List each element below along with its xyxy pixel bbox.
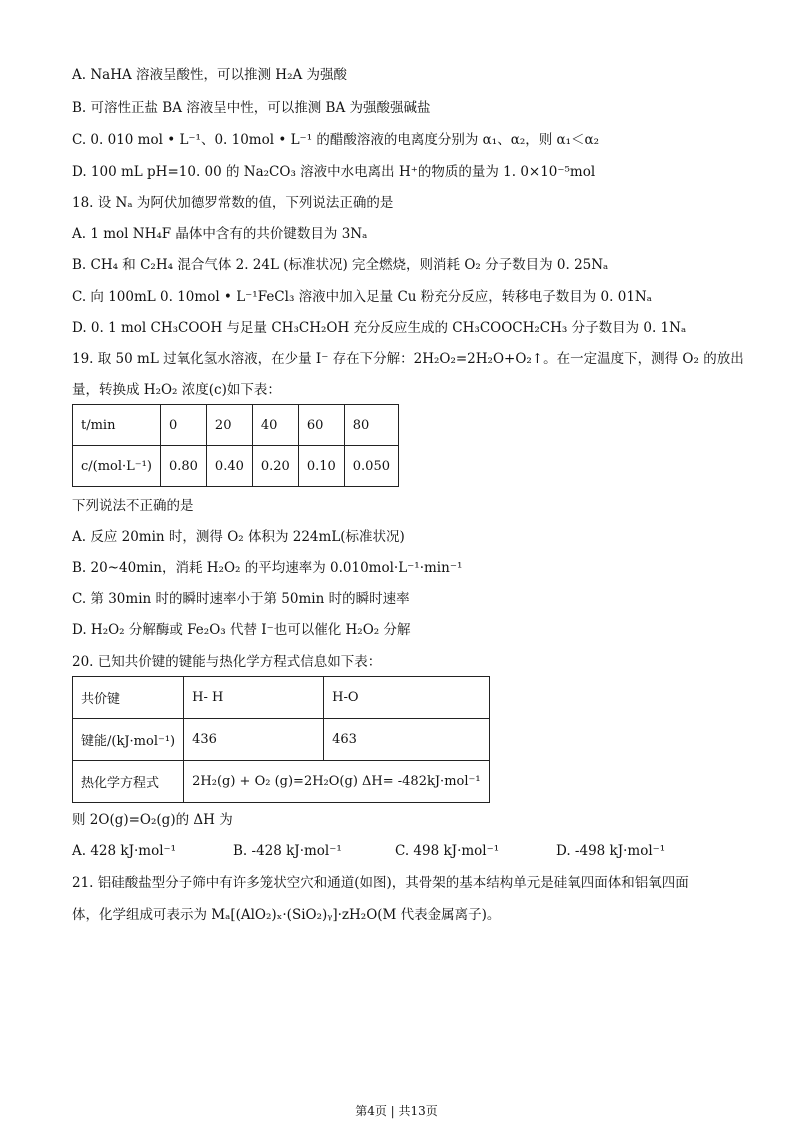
q19-option-c: C. 第 30min 时的瞬时速率小于第 50min 时的瞬时速率	[72, 591, 410, 607]
q19-option-b: B. 20~40min，消耗 H₂O₂ 的平均速率为 0.010mol·L⁻¹·min⁻¹	[72, 560, 463, 576]
table-cell: 0.40	[206, 446, 252, 487]
q17-option-b: B. 可溶性正盐 BA 溶液呈中性，可以推测 BA 为强酸强碱盐	[72, 100, 431, 116]
q20-option-a: A. 428 kJ·mol⁻¹	[72, 843, 177, 859]
q17-option-c: C. 0. 010 mol • L⁻¹、0. 10mol • L⁻¹ 的醋酸溶液的电离度分别为 α₁、α₂，则 α₁＜α₂	[72, 132, 600, 148]
table-row	[73, 405, 399, 446]
q21-stem-line2: 体，化学组成可表示为 Mₐ[(AlO₂)ₓ·(SiO₂)ᵧ]·zH₂O(M 代表金属离子)。	[72, 907, 501, 923]
table-cell: 0.20	[252, 446, 298, 487]
table-cell: 0.10	[298, 446, 344, 487]
q20-option-c: C. 498 kJ·mol⁻¹	[395, 843, 500, 859]
table-cell: 463	[324, 719, 489, 761]
table-header-cell: 热化学方程式	[73, 761, 184, 803]
q18-option-d: D. 0. 1 mol CH₃COOH 与足量 CH₃CH₂OH 充分反应生成的 CH₃COOCH₂CH₃ 分子数目为 0. 1Nₐ	[72, 320, 687, 336]
q20-question: 则 2O(g)=O₂(g)的 ΔH 为	[72, 812, 233, 828]
table-cell: H-O	[324, 677, 489, 719]
table-row	[73, 446, 399, 487]
table-row	[73, 677, 490, 719]
q21-stem-line1: 21. 铝硅酸盐型分子筛中有许多笼状空穴和通道(如图)，其骨架的基本结构单元是硅氧四面体和铝氧四面	[72, 875, 689, 891]
q18-option-b: B. CH₄ 和 C₂H₄ 混合气体 2. 24L (标准状况) 完全燃烧，则消耗 O₂ 分子数目为 0. 25Nₐ	[72, 257, 609, 273]
q19-option-a: A. 反应 20min 时，测得 O₂ 体积为 224mL(标准状况)	[72, 529, 405, 545]
q20-stem: 20. 已知共价键的键能与热化学方程式信息如下表：	[72, 654, 382, 670]
q17-option-a: A. NaHA 溶液呈酸性，可以推测 H₂A 为强酸	[72, 67, 348, 83]
q18-option-a: A. 1 mol NH₄F 晶体中含有的共价键数目为 3Nₐ	[72, 226, 368, 242]
table-header-cell: t/min	[73, 405, 161, 446]
q18-stem: 18. 设 Nₐ 为阿伏加德罗常数的值，下列说法正确的是	[72, 195, 394, 211]
table-cell: 0.050	[344, 446, 398, 487]
q18-option-c: C. 向 100mL 0. 10mol • L⁻¹FeCl₃ 溶液中加入足量 Cu 粉充分反应，转移电子数目为 0. 01Nₐ	[72, 289, 652, 305]
table-cell: H- H	[184, 677, 324, 719]
table-cell: 20	[206, 405, 252, 446]
table-cell: 60	[298, 405, 344, 446]
q20-option-b: B. -428 kJ·mol⁻¹	[233, 843, 342, 859]
table-header-cell: 键能/(kJ·mol⁻¹)	[73, 719, 184, 761]
page-footer: 第4页 | 共13页	[355, 1104, 438, 1118]
table-header-cell: 共价键	[73, 677, 184, 719]
q19-question: 下列说法不正确的是	[72, 498, 194, 514]
table-cell: 0.80	[160, 446, 206, 487]
q19-stem-line2: 量，转换成 H₂O₂ 浓度(c)如下表：	[72, 382, 281, 398]
table-header-cell: c/(mol·L⁻¹)	[73, 446, 161, 487]
table-row	[73, 719, 490, 761]
q17-option-d: D. 100 mL pH=10. 00 的 Na₂CO₃ 溶液中水电离出 H⁺的物质的量为 1. 0×10⁻⁵mol	[72, 164, 596, 180]
table-cell: 40	[252, 405, 298, 446]
table-cell: 436	[184, 719, 324, 761]
table-cell: 80	[344, 405, 398, 446]
q19-concentration-table	[72, 404, 399, 487]
q19-option-d: D. H₂O₂ 分解酶或 Fe₂O₃ 代替 I⁻也可以催化 H₂O₂ 分解	[72, 622, 411, 638]
q19-stem-line1: 19. 取 50 mL 过氧化氢水溶液，在少量 I⁻ 存在下分解：2H₂O₂=2H₂O+O₂↑。在一定温度下，测得 O₂ 的放出	[72, 351, 744, 367]
q20-option-d: D. -498 kJ·mol⁻¹	[556, 843, 666, 859]
table-row	[73, 761, 490, 803]
q20-bond-energy-table	[72, 676, 490, 803]
table-cell: 0	[160, 405, 206, 446]
table-cell: 2H₂(g) + O₂ (g)=2H₂O(g) ΔH= -482kJ·mol⁻¹	[184, 761, 489, 803]
